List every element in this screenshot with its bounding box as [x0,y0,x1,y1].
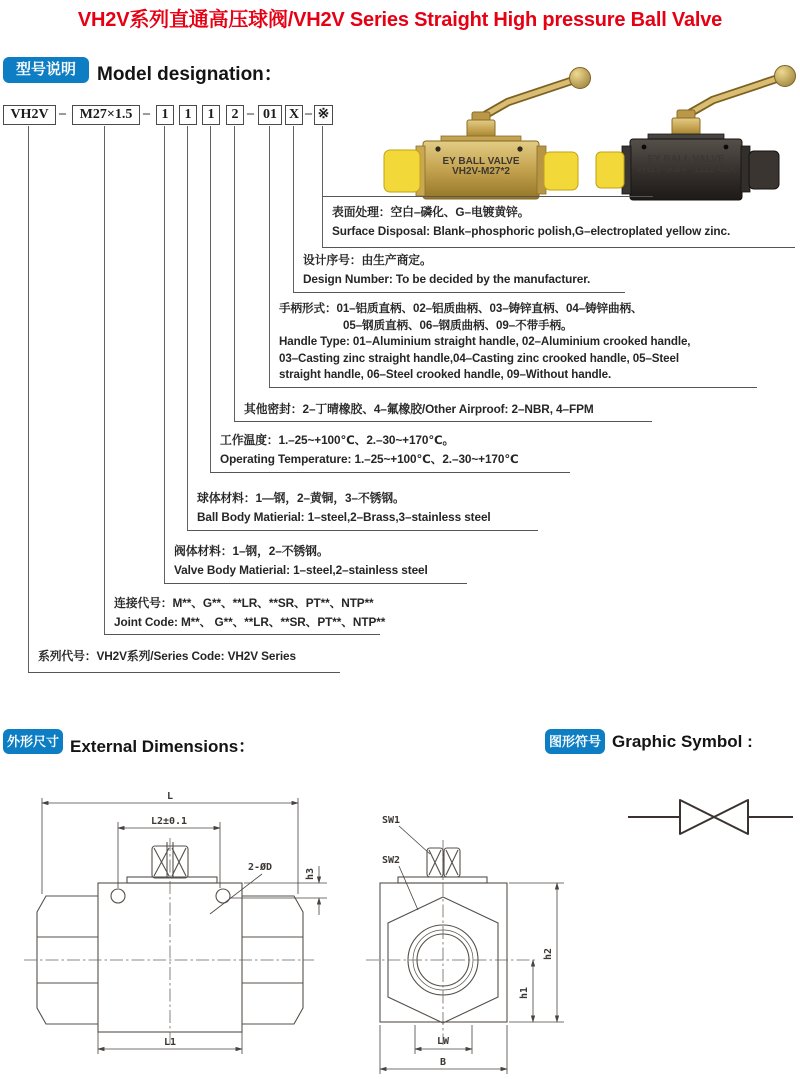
code-dash: – [143,106,150,121]
product-photo-brass-valve [384,68,591,200]
annotation-topline-surface-disposal [322,196,653,197]
annotation-handle-type: 手柄形式：01–铝质直柄、02–铝质曲柄、03–铸锌直柄、04–铸锌曲柄、 05–钢质直柄、06–钢质曲柄、09–不带手柄。 Handle Type: 01–Aluminium straight handle, 02–Aluminium crooked handle, 03–Casting zinc straight handle,04–Casting zinc crooked handle, 05–Steel straight handle, 06–Steel crooked handle, 09–Without handle. [279,302,691,381]
annotation-underline-surface-disposal [322,247,795,248]
connector-joint-code [104,126,105,634]
code-box-valve-body: 1 [156,105,174,125]
annotation-operating-temperature: 工作温度：1.–25~+100℃、2.–30~+170℃。 Operating Temperature: 1.–25~+100℃、2.–30~+170℃ [220,433,519,466]
annotation-other-airproof: 其他密封：2–丁晴橡胶、4–氟橡胶/Other Airproof: 2–NBR, 4–FPM [244,402,594,416]
dim-label-SW1: SW1 [382,815,401,826]
annotation-underline-valve-body-material [164,583,467,584]
connector-ball-body-material [187,126,188,530]
ball-valve-symbol-icon [628,790,793,845]
svg-text:EY BALL VALVE: EY BALL VALVE [442,156,520,167]
dim-label-L2: L2±0.1 [150,816,188,827]
annotation-underline-handle-type [269,387,757,388]
code-dash: – [59,106,66,121]
annotation-underline-other-airproof [234,421,652,422]
external-dimensions-badge: 外形尺寸 [3,729,63,754]
dim-label-B: B [439,1057,447,1068]
code-dash: – [247,106,254,121]
external-dimensions-heading: External Dimensions： [70,737,256,756]
code-box-seal: 2 [226,105,244,125]
front-view-drawing [22,782,352,1079]
dim-label-2-diameter-D: 2-ØD [248,862,273,873]
annotation-valve-body-material: 阀体材料：1–钢，2–不锈钢。 Valve Body Matierial: 1–steel,2–stainless steel [174,544,428,577]
svg-text:VH2V-G3/4" 1112-02X: VH2V-G3/4" 1112-02X [635,164,737,175]
connector-other-airproof [234,126,235,421]
connector-surface-disposal [322,126,323,247]
code-box-handle: 01 [258,105,282,125]
product-photo-illustration [368,50,798,202]
dim-label-L: L [166,791,174,802]
model-designation-badge: 型号说明 [3,57,89,83]
code-box-ball-body: 1 [179,105,197,125]
annotation-design-number: 设计序号：由生产商定。 Design Number: To be decided by the manufacturer. [303,253,591,286]
connector-series-code [28,126,29,672]
model-designation-heading: Model designation： [97,64,283,85]
side-view-drawing [352,782,604,1079]
annotation-surface-disposal: 表面处理：空白–磷化、G–电镀黄锌。 Surface Disposal: Blank–phosphoric polish,G–electroplated yellow zinc. [332,205,731,238]
graphic-symbol [628,790,793,850]
annotation-underline-ball-body-material [187,530,538,531]
page-title: VH2V系列直通高压球阀/VH2V Series Straight High pressure Ball Valve [77,9,723,31]
product-photo-black-valve [596,66,796,201]
annotation-joint-code: 连接代号：M**、G**、**LR、**SR、PT**、NTP** Joint Code: M**、 G**、**LR、**SR、PT**、NTP** [114,596,386,629]
dim-label-h1: h1 [519,986,530,1000]
dim-label-h3: h3 [305,867,316,881]
dim-label-h2: h2 [543,947,554,961]
connector-design-number [293,126,294,292]
product-photos [368,50,798,202]
code-box-temperature: 1 [202,105,220,125]
dim-label-LW: LW [436,1036,450,1047]
annotation-underline-design-number [293,292,625,293]
code-box-joint: M27×1.5 [72,105,140,125]
annotation-ball-body-material: 球体材料：1—钢，2–黄铜，3–不锈钢。 Ball Body Matierial: 1–steel,2–Brass,3–stainless steel [197,491,491,524]
dim-label-L1: L1 [163,1037,177,1048]
annotation-underline-joint-code [104,634,380,635]
annotation-series-code: 系列代号：VH2V系列/Series Code: VH2V Series [38,649,296,663]
graphic-symbol-heading: Graphic Symbol : [612,732,753,751]
connector-valve-body-material [164,126,165,583]
connector-operating-temperature [210,126,211,472]
code-dash: – [305,106,312,121]
code-box-design-number: X [285,105,303,125]
annotation-underline-operating-temperature [210,472,570,473]
svg-text:EY BALL VALVE: EY BALL VALVE [647,154,725,165]
annotation-underline-series-code [28,672,340,673]
graphic-symbol-badge: 图形符号 [545,729,605,754]
connector-handle-type [269,126,270,387]
svg-text:VH2V-M27*2: VH2V-M27*2 [452,166,510,177]
code-box-surface: ※ [314,105,333,125]
dim-label-SW2: SW2 [382,855,401,866]
code-box-series: VH2V [3,105,56,125]
